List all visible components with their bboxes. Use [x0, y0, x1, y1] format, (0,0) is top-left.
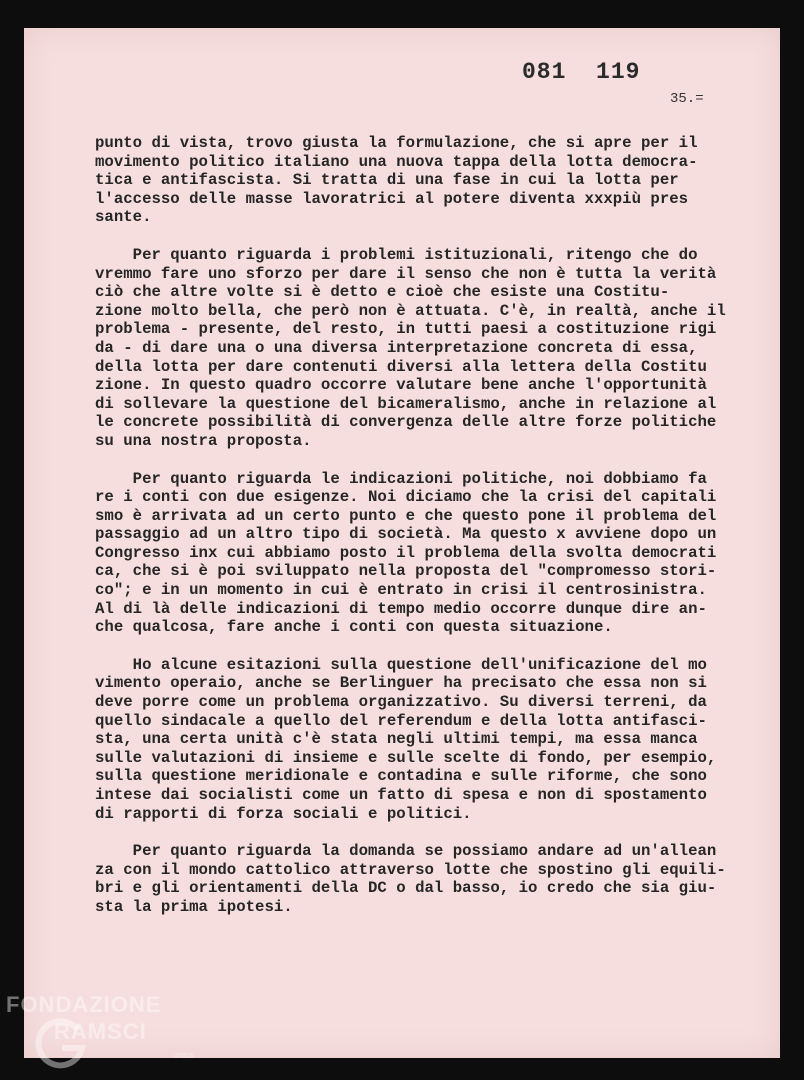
- text-line: le concrete possibilità di convergenza delle altre forze politiche: [95, 413, 717, 432]
- page-number: 35.=: [670, 91, 704, 107]
- text-line: re i conti con due esigenze. Noi diciamo che la crisi del capitali: [95, 488, 717, 507]
- text-line: della lotta per dare contenuti diversi alla lettera della Costitu: [95, 357, 707, 376]
- text-line: Per quanto riguarda i problemi istituzionali, ritengo che do: [95, 245, 698, 264]
- paragraph-5: [95, 842, 735, 916]
- text-line: za con il mondo cattolico attraverso lotte che spostino gli equili-: [95, 860, 726, 879]
- text-line: sante.: [95, 208, 152, 227]
- text-line: ca, che si è poi sviluppato nella proposta del "compromesso stori-: [95, 562, 717, 581]
- text-line: deve porre come un problema organizzativo. Su diversi terreni, da: [95, 693, 707, 712]
- text-line: Ho alcune esitazioni sulla questione dell'unificazione del mo: [95, 655, 707, 674]
- text-line: vremmo fare uno sforzo per dare il senso che non è tutta la verità: [95, 264, 717, 283]
- text-line: co"; e in un momento in cui è entrato in crisi il centrosinistra.: [95, 581, 707, 600]
- paragraph-1: [95, 134, 735, 227]
- text-line: Per quanto riguarda la domanda se possiamo andare ad un'allean: [95, 842, 717, 861]
- text-line: movimento politico italiano una nuova tappa della lotta democra-: [95, 152, 698, 171]
- text-line: quello sindacale a quello del referendum e della lotta antifasci-: [95, 711, 707, 730]
- text-line: sta, una certa unità c'è stata negli ultimi tempi, ma essa manca: [95, 730, 698, 749]
- text-line: sta la prima ipotesi.: [95, 897, 293, 916]
- document-body: [95, 134, 735, 936]
- text-line: Congresso inx cui abbiamo posto il problema della svolta democrati: [95, 543, 717, 562]
- paragraph-4: [95, 656, 735, 823]
- text-line: zione molto bella, che però non è attuata. C'è, in realtà, anche il: [95, 301, 726, 320]
- fondazione-gramsci-watermark: [6, 992, 246, 1072]
- watermark-line-2: RAMSCI: [54, 1019, 147, 1044]
- text-line: zione. In questo quadro occorre valutare bene anche l'opportunità: [95, 376, 707, 395]
- text-line: passaggio ad un altro tipo di società. Ma questo x avviene dopo un: [95, 525, 717, 544]
- watermark-line-1: FONDAZIONE: [6, 992, 162, 1017]
- text-line: vimento operaio, anche se Berlinguer ha precisato che essa non si: [95, 674, 707, 693]
- text-line: da - di dare una o una diversa interpretazione concreta di essa,: [95, 338, 698, 357]
- text-line: l'accesso delle masse lavoratrici al potere diventa xxxpiù pres: [95, 189, 689, 208]
- text-line: tica e antifascista. Si tratta di una fase in cui la lotta per: [95, 171, 679, 190]
- text-line: su una nostra proposta.: [95, 431, 312, 450]
- text-line: bri e gli orientamenti della DC o dal basso, io credo che sia giu-: [95, 879, 717, 898]
- text-line: intese dai socialisti come un fatto di spesa e non di spostamento: [95, 786, 707, 804]
- text-line: di rapporti di forza sociali e politici.: [95, 804, 472, 823]
- text-line: sulla questione meridionale e contadina e sulle riforme, che sono: [95, 767, 707, 786]
- watermark-line-3: onlus: [173, 1050, 195, 1060]
- text-line: ciò che altre volte si è detto e cioè che esiste una Costitu-: [95, 283, 670, 302]
- archive-stamp-number: 081 119: [522, 59, 641, 85]
- text-line: Al di là delle indicazioni di tempo medio occorre dunque dire an-: [95, 599, 707, 618]
- text-line: di sollevare la questione del bicameralismo, anche in relazione al: [95, 394, 717, 413]
- paragraph-2: [95, 246, 735, 451]
- text-line: punto di vista, trovo giusta la formulazione, che si apre per il: [95, 134, 698, 152]
- text-line: smo è arrivata ad un certo punto e che questo pone il problema del: [95, 506, 717, 525]
- paragraph-3: [95, 470, 735, 637]
- text-line: problema - presente, del resto, in tutti paesi a costituzione rigi: [95, 320, 717, 339]
- text-line: sulle valutazioni di insieme e sulle scelte di fondo, per esempio,: [95, 748, 717, 767]
- text-line: Per quanto riguarda le indicazioni politiche, noi dobbiamo fa: [95, 469, 707, 488]
- text-line: che qualcosa, fare anche i conti con questa situazione.: [95, 618, 613, 637]
